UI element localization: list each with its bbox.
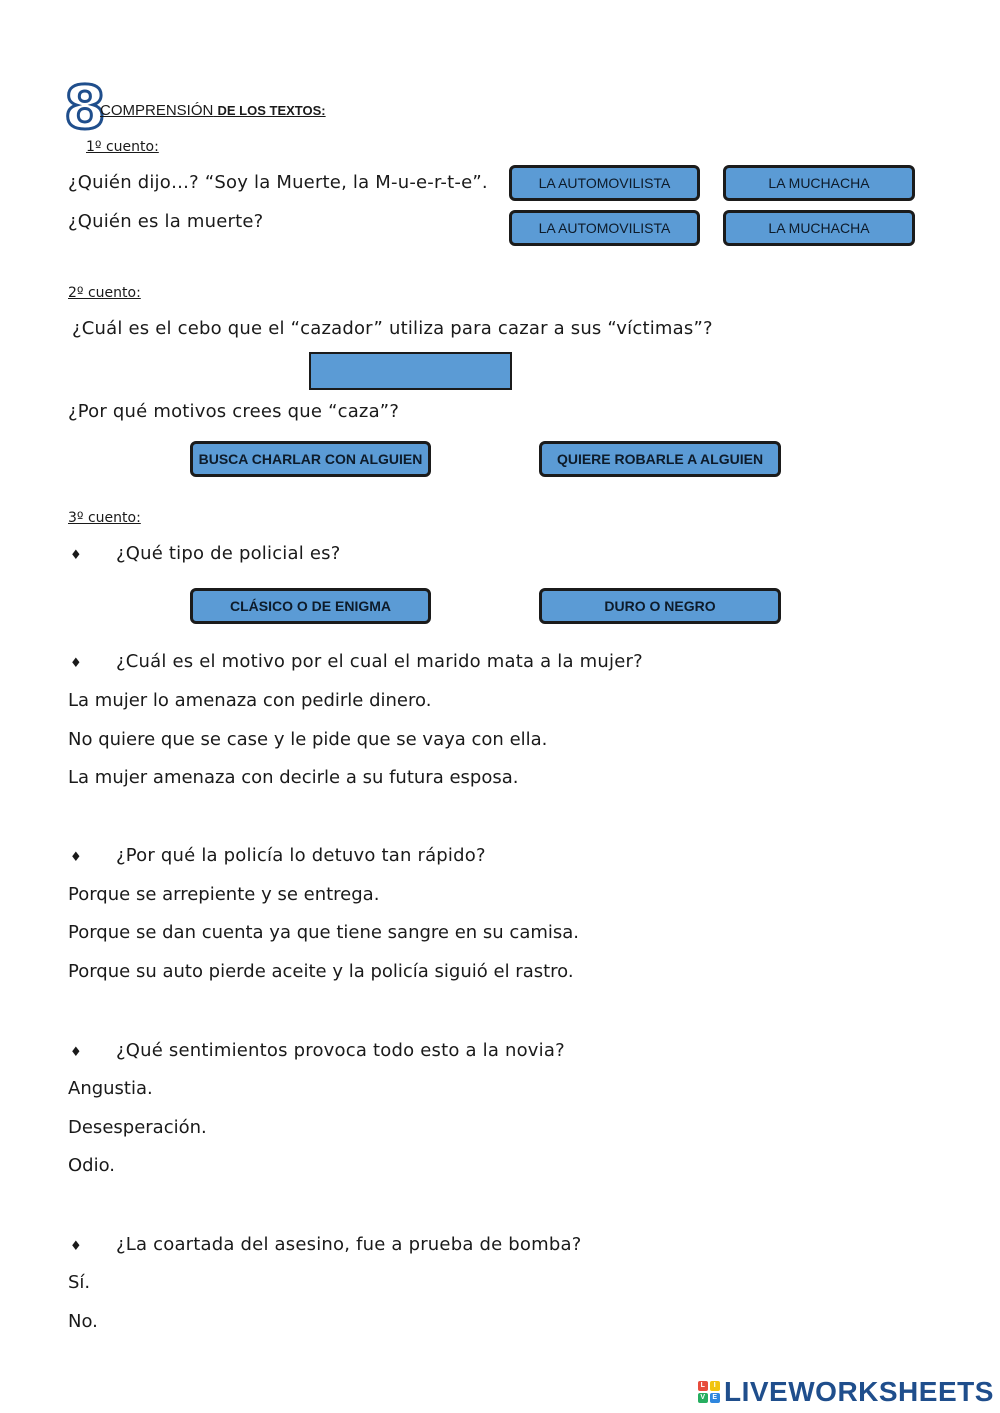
section1-question-2: ¿Quién es la muerte? — [68, 211, 264, 232]
title-part1: COMPRENSIÓN — [100, 102, 214, 119]
q4-answer-option[interactable]: Odio. — [68, 1155, 116, 1176]
q4-answer-option[interactable]: Angustia. — [68, 1078, 153, 1099]
mark-tile: I — [710, 1381, 720, 1391]
q2-answer-option[interactable]: La mujer amenaza con decirle a su futura esposa. — [68, 767, 519, 788]
mark-tile: E — [710, 1393, 720, 1403]
section3-question-2: ¿Cuál es el motivo por el cual el marido mata a la mujer? — [116, 651, 643, 672]
answer-input-field[interactable] — [309, 352, 512, 390]
mark-tile: L — [698, 1381, 708, 1391]
liveworksheets-logo — [698, 1376, 994, 1408]
title-part2: DE LOS TEXTOS: — [217, 103, 326, 118]
q4-answer-option[interactable]: Desesperación. — [68, 1117, 207, 1138]
s2-option-robarle-button[interactable]: QUIERE ROBARLE A ALGUIEN — [539, 441, 781, 477]
q3-answer-option[interactable]: Porque se arrepiente y se entrega. — [68, 884, 380, 905]
section3-question-4: ¿Qué sentimientos provoca todo esto a la novia? — [116, 1040, 565, 1061]
q3-answer-option[interactable]: Porque se dan cuenta ya que tiene sangre en su camisa. — [68, 922, 580, 943]
section3-heading: 3º cuento: — [68, 510, 141, 526]
logo-text: LIVEWORKSHEETS — [724, 1376, 994, 1407]
bullet-icon: ♦ — [70, 1239, 82, 1254]
bullet-icon: ♦ — [70, 1045, 82, 1060]
s1-q1-option-muchacha-button[interactable]: LA MUCHACHA — [723, 165, 915, 201]
section1-heading: 1º cuento: — [86, 139, 159, 155]
q5-answer-option[interactable]: Sí. — [68, 1272, 91, 1293]
mark-tile: V — [698, 1393, 708, 1403]
section2-question-2: ¿Por qué motivos crees que “caza”? — [68, 401, 400, 422]
q2-answer-option[interactable]: La mujer lo amenaza con pedirle dinero. — [68, 690, 432, 711]
s1-q2-option-automovilista-button[interactable]: LA AUTOMOVILISTA — [509, 210, 700, 246]
section3-question-5: ¿La coartada del asesino, fue a prueba de bomba? — [116, 1234, 582, 1255]
bullet-icon: ♦ — [70, 548, 82, 563]
s1-q2-option-muchacha-button[interactable]: LA MUCHACHA — [723, 210, 915, 246]
s1-q1-option-automovilista-button[interactable]: LA AUTOMOVILISTA — [509, 165, 700, 201]
s3-option-duro-button[interactable]: DURO O NEGRO — [539, 588, 781, 624]
q2-answer-option[interactable]: No quiere que se case y le pide que se vaya con ella. — [68, 729, 548, 750]
page-title — [100, 102, 326, 119]
section3-question-1: ¿Qué tipo de policial es? — [116, 543, 341, 564]
q5-answer-option[interactable]: No. — [68, 1311, 98, 1332]
section2-question-1: ¿Cuál es el cebo que el “cazador” utiliza para cazar a sus “víctimas”? — [72, 318, 713, 339]
bullet-icon: ♦ — [70, 656, 82, 671]
section1-question-1: ¿Quién dijo…? “Soy la Muerte, la M-u-e-r-t-e”. — [68, 172, 488, 193]
bullet-icon: ♦ — [70, 850, 82, 865]
section2-heading: 2º cuento: — [68, 285, 141, 301]
s2-option-charlar-button[interactable]: BUSCA CHARLAR CON ALGUIEN — [190, 441, 431, 477]
s3-option-clasico-button[interactable]: CLÁSICO O DE ENIGMA — [190, 588, 431, 624]
section-number-badge: 8 — [64, 73, 106, 143]
section3-question-3: ¿Por qué la policía lo detuvo tan rápido? — [116, 845, 486, 866]
q3-answer-option[interactable]: Porque su auto pierde aceite y la policía siguió el rastro. — [68, 961, 574, 982]
liveworksheets-mark-icon — [698, 1381, 720, 1403]
